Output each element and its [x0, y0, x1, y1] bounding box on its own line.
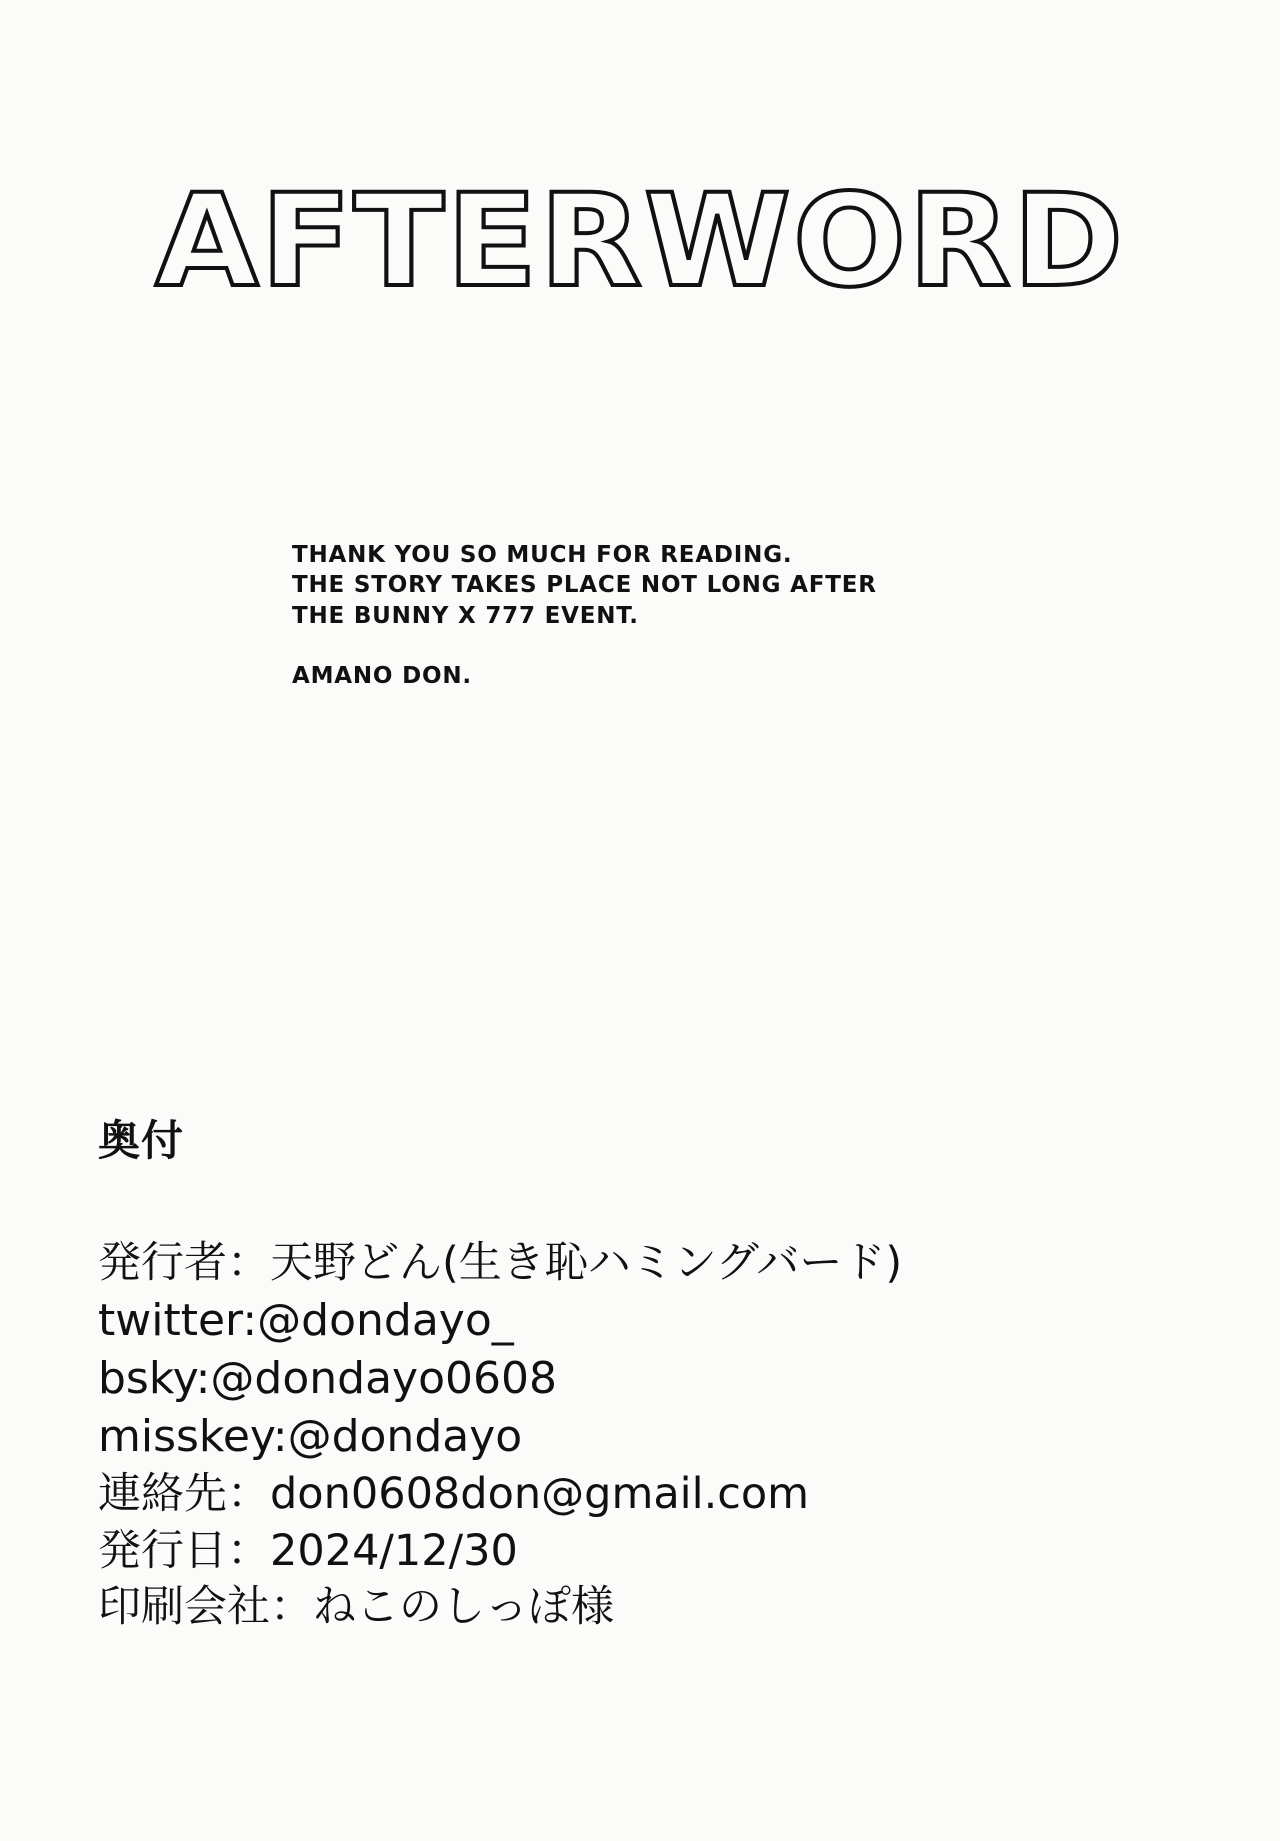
colophon-publication-date: 発行日：2024/12/30	[98, 1525, 518, 1576]
colophon-heading: 奥付	[98, 1116, 185, 1165]
afterword-note-line: THE BUNNY X 777 EVENT.	[292, 602, 639, 629]
afterword-note-line: THANK YOU SO MUCH FOR READING.	[292, 542, 793, 568]
colophon-twitter: twitter:@dondayo_	[98, 1294, 514, 1346]
colophon-printer: 印刷会社：ねこのしっぽ様	[98, 1582, 614, 1633]
colophon-list	[98, 1235, 1198, 1636]
note-spacer	[292, 631, 1052, 661]
afterword-note	[292, 540, 1052, 691]
colophon-bluesky: bsky:@dondayo0608	[98, 1352, 557, 1404]
afterword-signature: AMANO DON.	[292, 663, 472, 690]
colophon-contact-email: 連絡先：don0608don@gmail.com	[98, 1468, 810, 1519]
page-title-container	[0, 167, 1280, 316]
colophon-publisher: 発行者：天野どん(生き恥ハミングバード)	[98, 1238, 903, 1288]
colophon-misskey: misskey:@dondayo	[98, 1410, 523, 1462]
page-title: AFTERWORD	[155, 167, 1125, 316]
afterword-note-line: THE STORY TAKES PLACE NOT LONG AFTER	[292, 572, 877, 599]
